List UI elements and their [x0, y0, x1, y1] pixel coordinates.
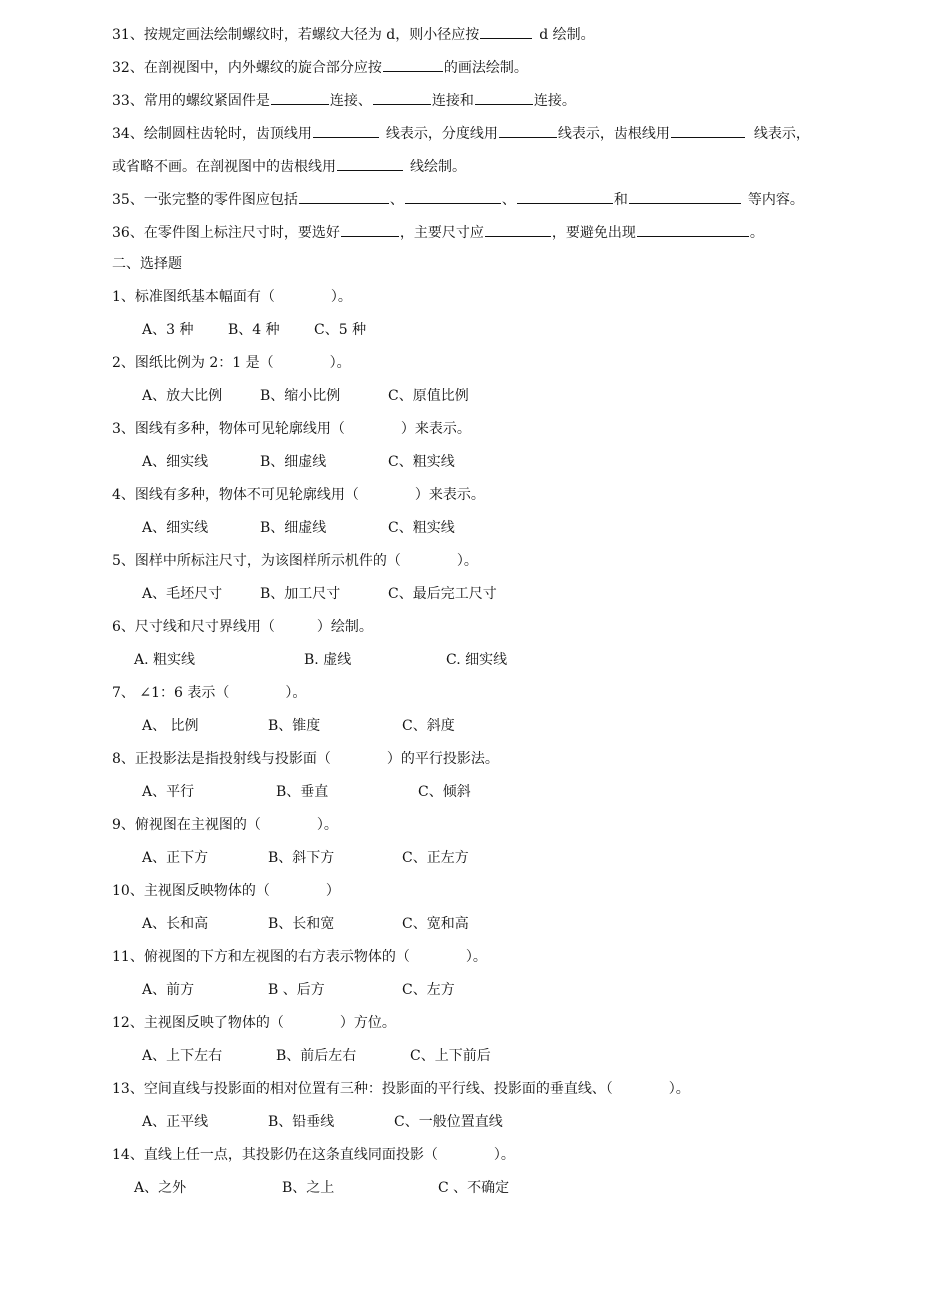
choice-options-8 [112, 781, 842, 814]
option-c[interactable]: C、倾斜 [418, 784, 471, 800]
question-36 [112, 220, 842, 253]
answer-blank[interactable] [629, 187, 741, 204]
question-35-text: 、 [501, 192, 516, 208]
question-31-text-end: d 绘制。 [539, 27, 595, 43]
option-b[interactable]: B、加工尺寸 [260, 586, 341, 602]
question-text: 9、俯视图在主视图的（ ）。 [112, 817, 338, 833]
option-c[interactable]: C、最后完工尺寸 [388, 586, 497, 602]
question-34-text: 34、绘制圆柱齿轮时，齿顶线用 [112, 126, 312, 142]
section-title-text: 二、选择题 [112, 256, 182, 272]
choice-options-5 [112, 583, 842, 616]
option-a[interactable]: A、平行 [142, 784, 195, 800]
choice-options-6 [112, 649, 842, 682]
answer-blank[interactable] [475, 88, 533, 105]
choice-question-6 [112, 616, 842, 649]
question-text: 5、图样中所标注尺寸，为该图样所示机件的（ ）。 [112, 553, 478, 569]
option-b[interactable]: B、前后左右 [276, 1048, 357, 1064]
option-a[interactable]: A、之外 [134, 1180, 187, 1196]
option-b[interactable]: B、4 种 [228, 322, 280, 338]
option-b[interactable]: B、细虚线 [260, 520, 327, 536]
question-33-text: 连接。 [533, 93, 576, 109]
option-b[interactable]: B. 虚线 [304, 652, 352, 668]
choice-question-10 [112, 880, 842, 913]
choice-options-12 [112, 1045, 842, 1078]
option-a[interactable]: A、毛坯尺寸 [142, 586, 223, 602]
option-b[interactable]: B、细虚线 [260, 454, 327, 470]
option-a[interactable]: A、长和高 [142, 916, 209, 932]
question-32 [112, 55, 842, 88]
question-34-text: 或省略不画。在剖视图中的齿根线用 [112, 159, 336, 175]
answer-blank[interactable] [313, 121, 379, 138]
option-b[interactable]: B、之上 [282, 1180, 335, 1196]
answer-blank[interactable] [671, 121, 745, 138]
question-35-text: 、 [389, 192, 404, 208]
question-text: 6、尺寸线和尺寸界线用（ ）绘制。 [112, 619, 373, 635]
exam-page [112, 22, 842, 1210]
option-c[interactable]: C. 细实线 [446, 652, 508, 668]
option-b[interactable]: B 、后方 [268, 982, 325, 998]
choice-options-7 [112, 715, 842, 748]
choice-question-7 [112, 682, 842, 715]
option-c[interactable]: C 、不确定 [438, 1180, 510, 1196]
question-text: 14、直线上任一点，其投影仍在这条直线同面投影（ ）。 [112, 1147, 515, 1163]
answer-blank[interactable] [373, 88, 431, 105]
answer-blank[interactable] [485, 220, 551, 237]
question-33-text: 33、常用的螺纹紧固件是 [112, 93, 270, 109]
option-a[interactable]: A、放大比例 [142, 388, 223, 404]
choice-question-12 [112, 1012, 842, 1045]
section-title [112, 253, 842, 286]
answer-blank[interactable] [405, 187, 501, 204]
answer-blank[interactable] [271, 88, 329, 105]
choice-options-2 [112, 385, 842, 418]
option-b[interactable]: B、锥度 [268, 718, 321, 734]
choice-question-2 [112, 352, 842, 385]
question-34-text: 线表示，齿根线用 [557, 126, 670, 142]
question-35-text: 和 [613, 192, 628, 208]
choice-question-14 [112, 1144, 842, 1177]
question-33 [112, 88, 842, 121]
question-text: 10、主视图反映物体的（ ） [112, 883, 340, 899]
option-c[interactable]: C、原值比例 [388, 388, 469, 404]
question-36-text: ，要避免出现 [551, 225, 636, 241]
option-c[interactable]: C、斜度 [402, 718, 455, 734]
option-a[interactable]: A、3 种 [142, 322, 194, 338]
answer-blank[interactable] [499, 121, 557, 138]
option-c[interactable]: C、粗实线 [388, 454, 455, 470]
answer-blank[interactable] [517, 187, 613, 204]
question-34-text: 线表示， [753, 126, 810, 142]
choice-question-13 [112, 1078, 842, 1111]
choice-question-3 [112, 418, 842, 451]
question-text: 13、空间直线与投影面的相对位置有三种：投影面的平行线、投影面的垂直线、（ ）。 [112, 1081, 690, 1097]
option-b[interactable]: B、长和宽 [268, 916, 335, 932]
choice-options-4 [112, 517, 842, 550]
question-34-text: 线绘制。 [410, 159, 466, 175]
choice-options-9 [112, 847, 842, 880]
option-b[interactable]: B、铅垂线 [268, 1114, 335, 1130]
answer-blank[interactable] [337, 154, 403, 171]
option-a[interactable]: A、正平线 [142, 1114, 209, 1130]
question-text: 8、正投影法是指投射线与投影面（ ）的平行投影法。 [112, 751, 499, 767]
question-34 [112, 121, 842, 154]
choice-options-10 [112, 913, 842, 946]
option-c[interactable]: C、粗实线 [388, 520, 455, 536]
option-a[interactable]: A、正下方 [142, 850, 209, 866]
question-33-text: 连接、 [329, 93, 372, 109]
option-c[interactable]: C、正左方 [402, 850, 469, 866]
answer-blank[interactable] [480, 22, 532, 39]
question-33-text: 连接和 [431, 93, 474, 109]
question-36-text: 。 [749, 225, 764, 241]
question-32-text-end: 的画法绘制。 [443, 60, 528, 76]
choice-options-11 [112, 979, 842, 1012]
choice-question-8 [112, 748, 842, 781]
option-a[interactable]: A、前方 [142, 982, 195, 998]
choice-question-5 [112, 550, 842, 583]
choice-question-9 [112, 814, 842, 847]
answer-blank[interactable] [299, 187, 389, 204]
question-35 [112, 187, 842, 220]
option-a[interactable]: A、上下左右 [142, 1048, 223, 1064]
question-text: 11、俯视图的下方和左视图的右方表示物体的（ ）。 [112, 949, 487, 965]
option-a[interactable]: A、细实线 [142, 520, 209, 536]
option-a[interactable]: A、细实线 [142, 454, 209, 470]
option-a[interactable]: A、 比例 [142, 718, 199, 734]
option-c[interactable]: C、左方 [402, 982, 455, 998]
question-36-text: ，主要尺寸应 [399, 225, 484, 241]
question-31 [112, 22, 842, 55]
choice-options-1 [112, 319, 842, 352]
choice-question-1 [112, 286, 842, 319]
answer-blank[interactable] [341, 220, 399, 237]
question-35-text: 等内容。 [747, 192, 804, 208]
choice-options-3 [112, 451, 842, 484]
option-c[interactable]: C、一般位置直线 [394, 1114, 503, 1130]
answer-blank[interactable] [383, 55, 443, 72]
option-c[interactable]: C、5 种 [314, 322, 367, 338]
question-text: 3、图线有多种，物体可见轮廓线用（ ）来表示。 [112, 421, 471, 437]
option-a[interactable]: A. 粗实线 [134, 652, 196, 668]
question-31-text: 31、按规定画法绘制螺纹时，若螺纹大径为 d，则小径应按 [112, 27, 480, 43]
option-b[interactable]: B、缩小比例 [260, 388, 341, 404]
choice-options-14 [112, 1177, 842, 1210]
choice-question-4 [112, 484, 842, 517]
question-text: 4、图线有多种，物体不可见轮廓线用（ ）来表示。 [112, 487, 485, 503]
option-c[interactable]: C、上下前后 [410, 1048, 491, 1064]
choice-options-13 [112, 1111, 842, 1144]
question-text: 2、图纸比例为 2：1 是（ ）。 [112, 355, 351, 371]
question-34-continued [112, 154, 842, 187]
question-35-text: 35、一张完整的零件图应包括 [112, 192, 298, 208]
answer-blank[interactable] [637, 220, 749, 237]
option-b[interactable]: B、斜下方 [268, 850, 335, 866]
question-text: 7、 ∠1：6 表示（ ）。 [112, 685, 307, 701]
question-text: 1、标准图纸基本幅面有（ ）。 [112, 289, 352, 305]
question-text: 12、主视图反映了物体的（ ）方位。 [112, 1015, 396, 1031]
question-32-text: 32、在剖视图中，内外螺纹的旋合部分应按 [112, 60, 382, 76]
option-b[interactable]: B、垂直 [276, 784, 329, 800]
choice-question-11 [112, 946, 842, 979]
question-36-text: 36、在零件图上标注尺寸时，要选好 [112, 225, 340, 241]
question-34-text: 线表示，分度线用 [385, 126, 498, 142]
option-c[interactable]: C、宽和高 [402, 916, 469, 932]
